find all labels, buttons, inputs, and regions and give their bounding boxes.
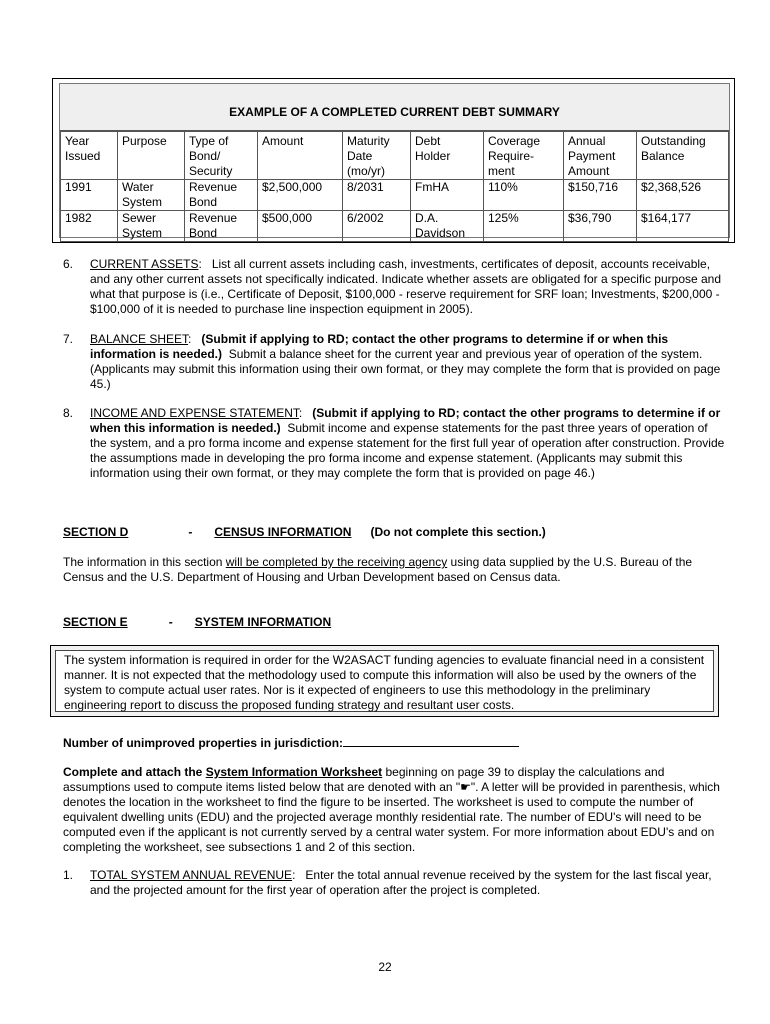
item-number: 1. [63, 868, 74, 882]
cell-line: $164,177 [641, 211, 692, 225]
cell-line: 8/2031 [347, 180, 384, 194]
cell-line: FmHA [415, 180, 449, 194]
cell-line: Water [122, 180, 154, 194]
section-d-text-pre: The information in this section [63, 555, 226, 569]
cell-line: Payment [568, 149, 616, 163]
table-cell [484, 211, 564, 242]
cell-line: ment [488, 164, 515, 178]
table-cell [258, 180, 343, 211]
table-cell [61, 211, 118, 242]
table-cell [484, 180, 564, 211]
heading-colon: : [198, 257, 202, 271]
cell-line: Holder [415, 149, 451, 163]
cell-line: Bond [189, 195, 218, 209]
table-cell [258, 132, 343, 180]
worksheet-paragraph [63, 765, 723, 855]
table-row [61, 211, 729, 242]
section-e-dash: - [168, 615, 173, 629]
cell-line: Maturity [347, 134, 390, 148]
cell-line: Coverage [488, 134, 541, 148]
table-row [61, 180, 729, 211]
item-number: 8. [63, 406, 74, 420]
unimproved-properties-blank[interactable] [343, 735, 519, 747]
section-e-label: SECTION E [63, 615, 128, 629]
balance-sheet-heading: BALANCE SHEET [90, 332, 189, 346]
debt-summary-title: EXAMPLE OF A COMPLETED CURRENT DEBT SUMMARY [229, 105, 560, 119]
cell-line: Type of [189, 134, 229, 148]
table-cell [343, 132, 411, 180]
cell-line: Bond [189, 226, 218, 240]
section-e-header [63, 615, 331, 630]
heading-colon: : [292, 868, 296, 882]
table-cell [258, 211, 343, 242]
table-cell [411, 132, 484, 180]
cell-line: Outstanding [641, 134, 706, 148]
cell-line: $36,790 [568, 211, 612, 225]
section-d-label: SECTION D [63, 525, 129, 539]
cell-line: Amount [568, 164, 610, 178]
table-cell [484, 132, 564, 180]
cell-line: 6/2002 [347, 211, 384, 225]
debt-summary-box [52, 78, 735, 243]
cell-line: System [122, 195, 163, 209]
total-system-revenue-item [63, 868, 723, 900]
worksheet-link: System Information Worksheet [205, 765, 383, 779]
cell-line: Debt [415, 134, 441, 148]
income-expense-text: Submit income and expense statements for the past three years of operation of the system, and a pro forma income and expense statement for the first full year of operation after construction. Provide the assumptions made in developing the pro forma income and expense statement. (Applicants may submit this information using their own format, or they may complete the form that is provided on page 46.) [90, 421, 725, 480]
cell-line: System [122, 226, 163, 240]
debt-summary-table [60, 131, 729, 242]
heading-colon: : [188, 332, 192, 346]
table-cell [118, 180, 185, 211]
table-cell [637, 132, 729, 180]
item-number: 6. [63, 257, 74, 271]
income-expense-item [63, 406, 723, 498]
debt-summary-title-row [60, 84, 729, 131]
worksheet-text: beginning on page 39 to display the calculations and assumptions used to compute items listed below that are denoted with an "☛". A letter will be provided in parenthesis, which denotes the location in the worksheet to find the figure to be inserted. The worksheet is used to compute the number of equivalent dwelling units (EDU) and the projected average monthly residential rate. The number of EDU's will need to be computed even if the applicant is not currently served by a central water system. For more information about EDU's and on completing the worksheet, see subsections 1 and 2 of this section. [63, 765, 720, 854]
cell-line: Require- [488, 149, 535, 163]
table-cell [411, 211, 484, 242]
total-system-revenue-heading: TOTAL SYSTEM ANNUAL REVENUE [90, 868, 293, 882]
system-information-notice-text: The system information is required in order for the W2ASACT funding agencies to evaluate financial need in a consistent manner. It is not expected that the methodology used to compute this information will also be used by the owners of the system to compute actual user rates. Nor is it expected of engineers to use this methodology in the preliminary engineering report to discuss the proposed funding strategy and resultant user costs. [55, 650, 714, 712]
page-number: 22 [378, 960, 392, 974]
cell-line: D.A. [415, 211, 439, 225]
cell-line: Sewer [122, 211, 157, 225]
unimproved-properties-label: Number of unimproved properties in jurisdiction: [63, 736, 344, 750]
unimproved-properties-line [63, 735, 723, 751]
cell-line: Davidson [415, 226, 466, 240]
balance-sheet-item [63, 332, 723, 392]
income-expense-bold-note: (Submit if applying to RD; contact the other programs to determine if or when this information is needed.) [90, 406, 721, 435]
income-expense-heading: INCOME AND EXPENSE STATEMENT [90, 406, 299, 420]
cell-line: 1982 [65, 211, 92, 225]
current-assets-item [63, 257, 723, 317]
table-cell [118, 211, 185, 242]
cell-line: Date [347, 149, 373, 163]
table-cell [343, 180, 411, 211]
section-d-header [63, 525, 546, 540]
cell-line: 125% [488, 211, 519, 225]
cell-line: $500,000 [262, 211, 313, 225]
table-cell [411, 180, 484, 211]
cell-line: 1991 [65, 180, 92, 194]
table-cell [564, 132, 637, 180]
worksheet-bold-pre: Complete and attach the [63, 765, 206, 779]
cell-line: $150,716 [568, 180, 619, 194]
cell-line: Issued [65, 149, 101, 163]
section-d-title: CENSUS INFORMATION [214, 525, 352, 539]
section-d-text-post: using data supplied by the U.S. Bureau of the Census and the U.S. Department of Housing and Urban Development based on Census data. [63, 555, 693, 584]
table-cell [185, 180, 258, 211]
section-d-dash: - [188, 525, 193, 539]
cell-line: $2,500,000 [262, 180, 323, 194]
balance-sheet-bold-note: (Submit if applying to RD; contact the other programs to determine if or when this information is needed.) [90, 332, 669, 361]
cell-line: Revenue [189, 180, 238, 194]
table-cell [637, 180, 729, 211]
section-d-text-underlined: will be completed by the receiving agency [225, 555, 448, 569]
table-cell [343, 211, 411, 242]
heading-colon: : [298, 406, 303, 420]
cell-line: Year [65, 134, 90, 148]
table-cell [61, 132, 118, 180]
total-system-revenue-text: Enter the total annual revenue received by the system for the last fiscal year, and the projected amount for the first year of operation after the project is completed. [90, 868, 712, 897]
cell-line: Revenue [189, 211, 238, 225]
cell-line: Purpose [122, 134, 167, 148]
section-d-note: (Do not complete this section.) [370, 525, 546, 539]
section-d-paragraph [63, 555, 723, 585]
balance-sheet-text: Submit a balance sheet for the current year and previous year of operation of the system. (Applicants may submit this information using their own format, or they may complete the form that is provided on page 45.) [90, 347, 721, 391]
current-assets-heading: CURRENT ASSETS [90, 257, 199, 271]
table-cell [118, 132, 185, 180]
system-information-notice-box [50, 645, 719, 717]
item-number: 7. [63, 332, 74, 346]
table-cell [61, 180, 118, 211]
cell-line: Balance [641, 149, 685, 163]
current-assets-text: List all current assets including cash, investments, certificates of deposit, accounts receivable, and any other current assets not specifically indicated. Indicate whether assets are obligated for a specific purpose and what that purpose is (i.e., Certificate of Deposit, $100,000 - reserve requirement for SRF loan; Investments, $200,000 - $100,000 of it is needed to purchase line inspection equipment in 2005). [90, 257, 722, 316]
section-e-title: SYSTEM INFORMATION [194, 615, 332, 629]
table-cell [564, 211, 637, 242]
table-cell [637, 211, 729, 242]
cell-line: Security [189, 164, 233, 178]
debt-table-header-row [61, 132, 729, 180]
table-cell [185, 211, 258, 242]
cell-line: Bond/ [189, 149, 221, 163]
table-cell [564, 180, 637, 211]
cell-line: 110% [488, 180, 518, 194]
cell-line: (mo/yr) [347, 164, 385, 178]
cell-line: Annual [568, 134, 606, 148]
cell-line: Amount [262, 134, 304, 148]
table-cell [185, 132, 258, 180]
cell-line: $2,368,526 [641, 180, 702, 194]
